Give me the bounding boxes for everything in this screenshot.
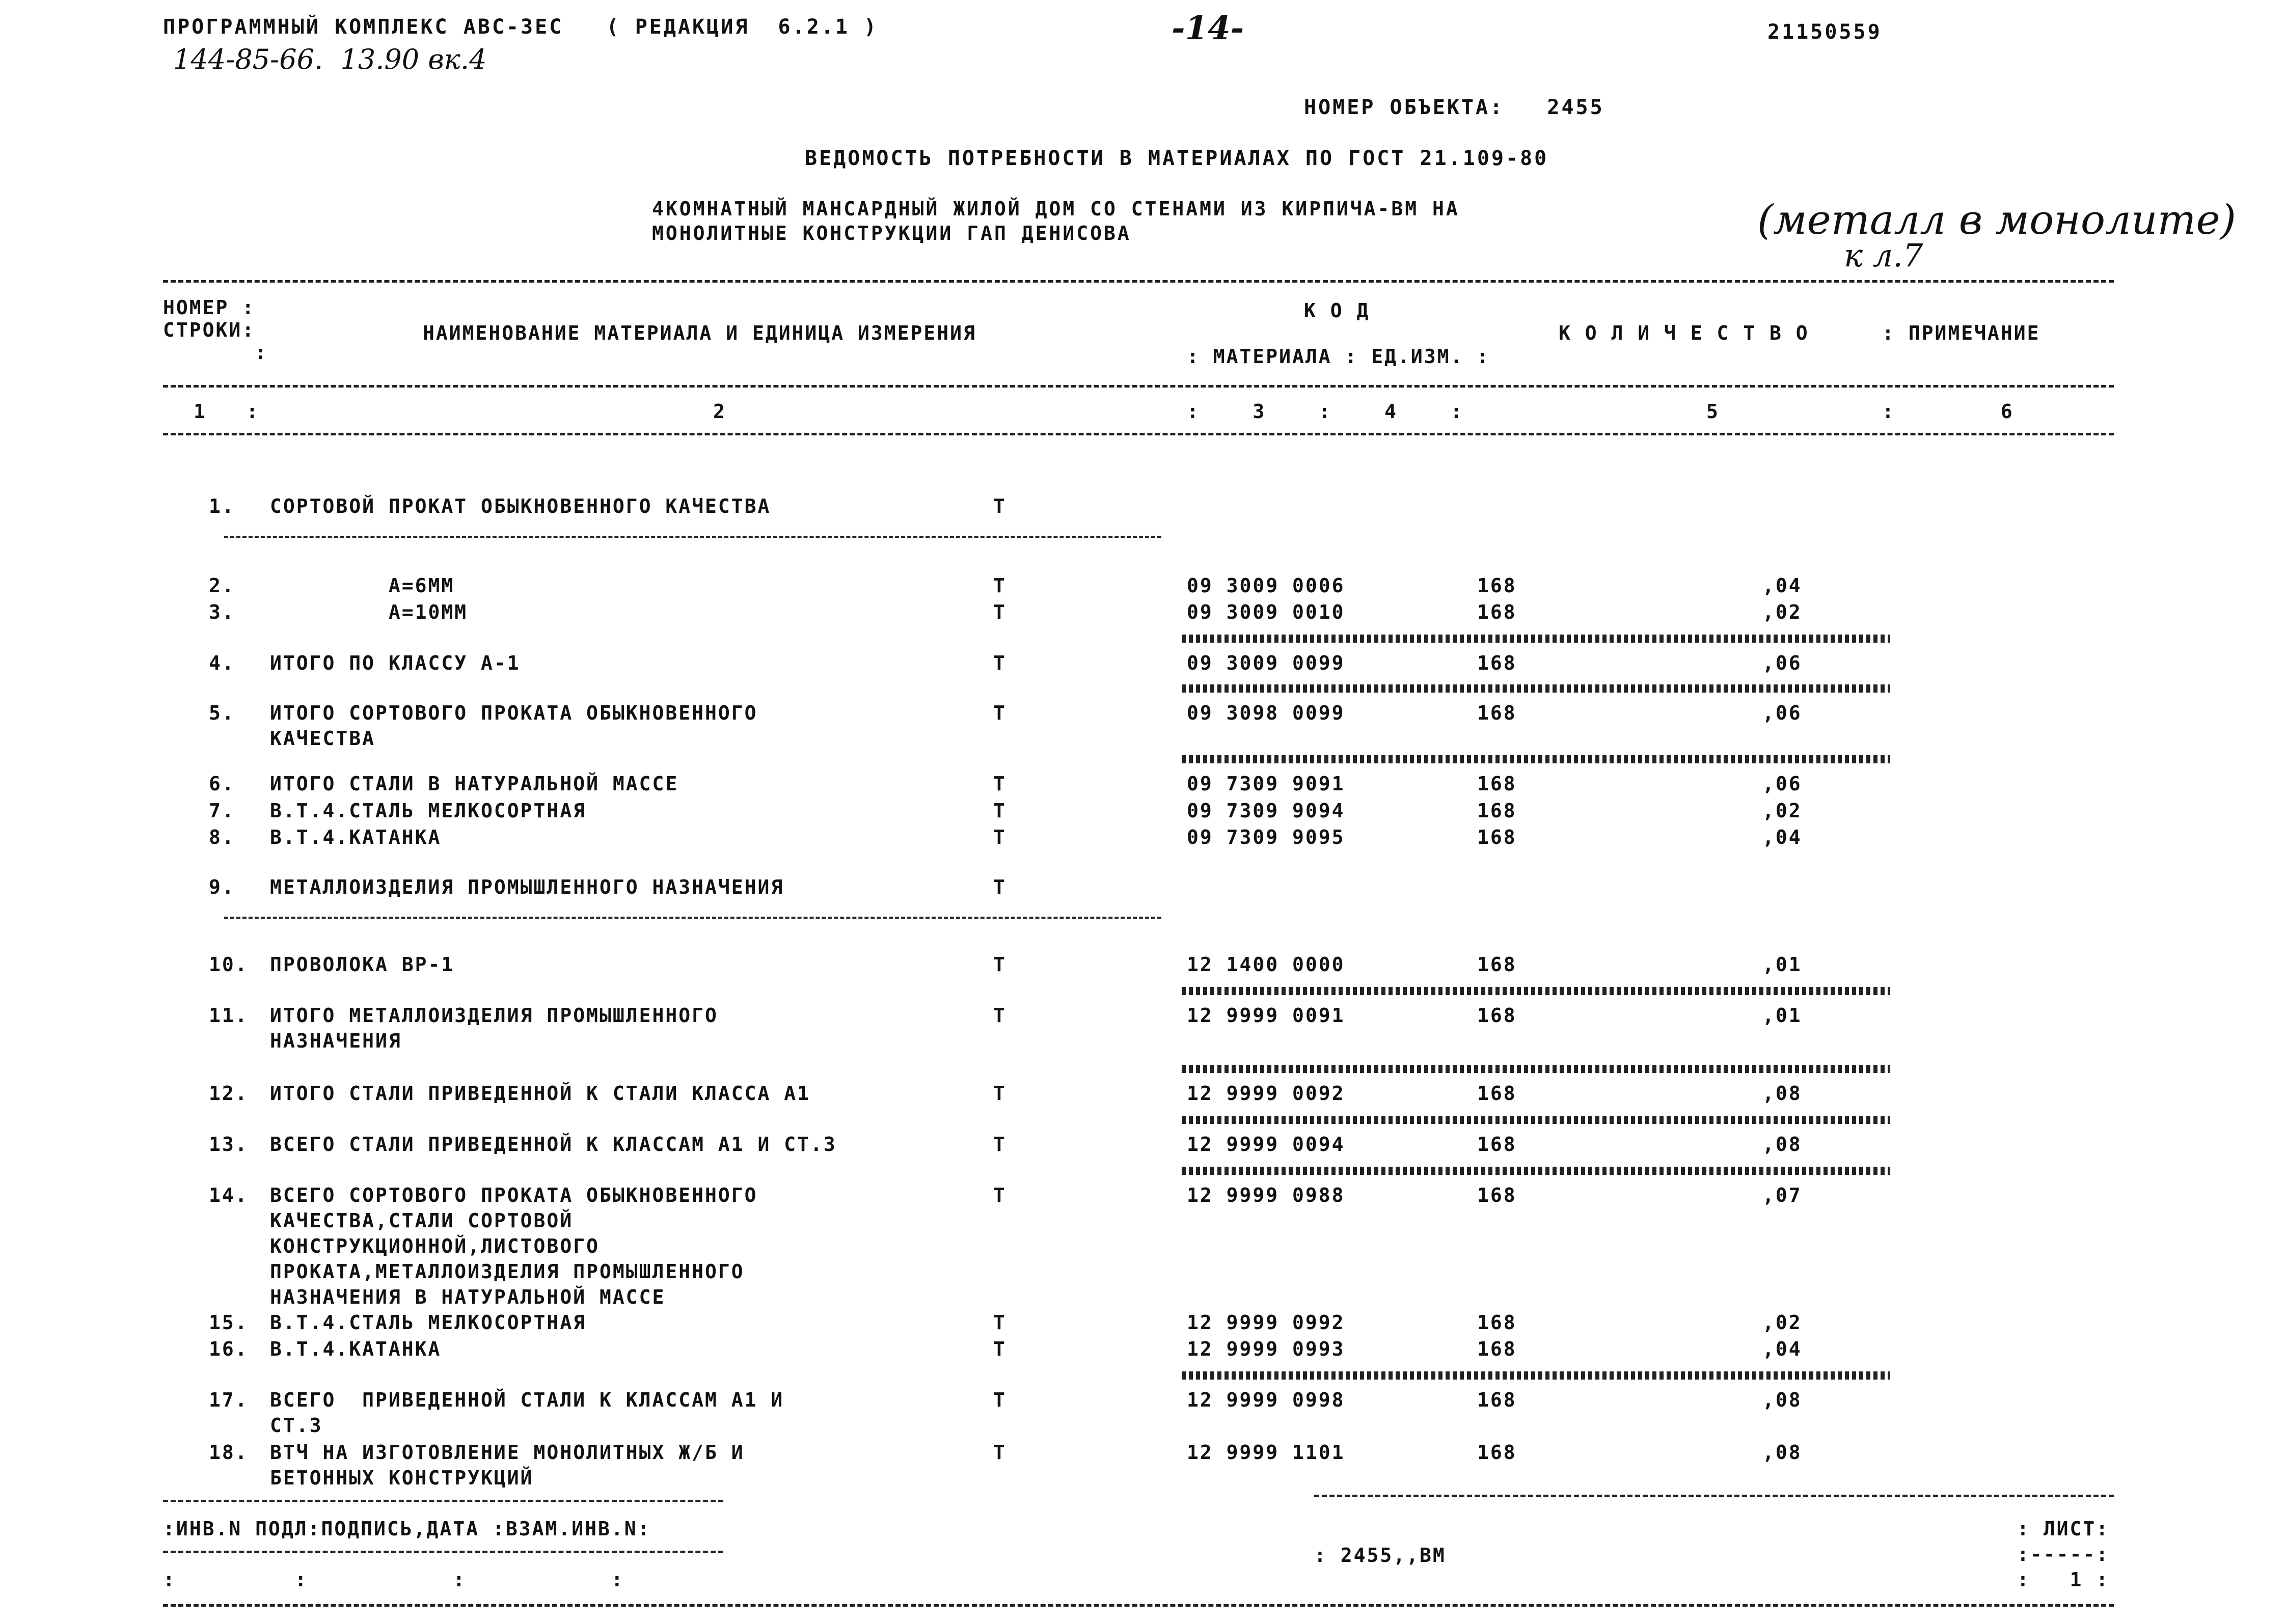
col-number-header-1: НОМЕР : [163, 296, 256, 319]
document-title: ВЕДОМОСТЬ ПОТРЕБНОСТИ В МАТЕРИАЛАХ ПО ГОСТ 21.109-80 [805, 147, 1549, 170]
row-number: 17. [209, 1389, 249, 1411]
unit-of-measure: Т [993, 702, 1006, 724]
col-code-header: К О Д [1304, 299, 1370, 322]
material-name-line: ПРОВОЛОКА ВР-1 [270, 953, 455, 976]
material-code: 12 9999 0993 [1187, 1338, 1345, 1360]
unit-of-measure: Т [993, 953, 1006, 976]
unit-code: 168 [1477, 702, 1517, 724]
material-code: 09 3009 0099 [1187, 652, 1345, 674]
total-separator [1182, 635, 1890, 643]
section-underline [224, 536, 1161, 538]
unit-code: 168 [1477, 574, 1517, 597]
handwritten-reference: 144-85-66. 13.90 вк.4 [173, 43, 487, 75]
material-name-line: БЕТОННЫХ КОНСТРУКЦИЙ [270, 1467, 534, 1489]
unit-code: 168 [1477, 773, 1517, 795]
quantity-value: ,02 [1762, 601, 1802, 623]
sheet-separator: :-----: [2017, 1543, 2110, 1565]
unit-code: 168 [1477, 1441, 1517, 1464]
quantity-value: ,08 [1762, 1389, 1802, 1411]
material-code: 12 9999 0988 [1187, 1184, 1345, 1206]
material-code: 12 9999 0091 [1187, 1004, 1345, 1027]
material-name-line: КАЧЕСТВА [270, 727, 376, 750]
stamp-mid-rule [163, 1551, 723, 1553]
unit-code: 168 [1477, 953, 1517, 976]
sheet-label: : ЛИСТ: [2017, 1518, 2110, 1540]
unit-of-measure: Т [993, 1338, 1006, 1360]
stamp-top-rule [163, 1500, 723, 1502]
col-name-header: НАИМЕНОВАНИЕ МАТЕРИАЛА И ЕДИНИЦА ИЗМЕРЕНИЯ [423, 322, 976, 344]
unit-of-measure: Т [993, 876, 1006, 898]
table-top-rule [163, 280, 2114, 283]
material-code: 09 7309 9091 [1187, 773, 1345, 795]
total-separator [1182, 1167, 1890, 1175]
handwritten-note-2: к л.7 [1844, 237, 1923, 274]
material-code: 12 9999 0094 [1187, 1133, 1345, 1155]
unit-code: 168 [1477, 826, 1517, 848]
row-number: 5. [209, 702, 235, 724]
col-number-header-2: СТРОКИ: [163, 319, 256, 341]
total-separator [1182, 1371, 1890, 1380]
col-quantity-header: К О Л И Ч Е С Т В О [1559, 322, 1809, 344]
quantity-value: ,02 [1762, 1311, 1802, 1334]
row-number: 12. [209, 1082, 249, 1105]
unit-of-measure: Т [993, 1441, 1006, 1464]
handwritten-note: (металл в монолите) [1757, 196, 2236, 243]
quantity-value: ,01 [1762, 953, 1802, 976]
material-name-line: ПРОКАТА,МЕТАЛЛОИЗДЕЛИЯ ПРОМЫШЛЕННОГО [270, 1260, 745, 1283]
quantity-value: ,01 [1762, 1004, 1802, 1027]
document-subtitle-1: 4КОМНАТНЫЙ МАНСАРДНЫЙ ЖИЛОЙ ДОМ СО СТЕНАМИ ИЗ КИРПИЧА-ВМ НА [652, 198, 1460, 220]
col-index-2: 2 [713, 400, 726, 423]
stamp-cells: : : : : [163, 1568, 624, 1591]
material-code: 09 3009 0010 [1187, 601, 1345, 623]
col-index-3-4: : 3 : 4 : [1187, 400, 1464, 423]
quantity-value: ,04 [1762, 1338, 1802, 1360]
unit-code: 168 [1477, 1311, 1517, 1334]
col-note-header: : ПРИМЕЧАНИЕ [1882, 322, 2040, 344]
row-number: 9. [209, 876, 235, 898]
quantity-value: ,08 [1762, 1082, 1802, 1105]
col-index-5: 5 [1706, 400, 1720, 423]
material-name-line: ИТОГО ПО КЛАССУ А-1 [270, 652, 521, 674]
unit-code: 168 [1477, 1082, 1517, 1105]
row-number: 8. [209, 826, 235, 848]
unit-of-measure: Т [993, 1184, 1006, 1206]
row-number: 2. [209, 574, 235, 597]
material-name-line: ВТЧ НА ИЗГОТОВЛЕНИЕ МОНОЛИТНЫХ Ж/Б И [270, 1441, 745, 1464]
unit-of-measure: Т [993, 574, 1006, 597]
total-separator [1182, 987, 1890, 995]
unit-code: 168 [1477, 1133, 1517, 1155]
material-code: 12 9999 0992 [1187, 1311, 1345, 1334]
unit-code: 168 [1477, 1338, 1517, 1360]
col-index-1: 1 : [194, 400, 260, 423]
material-name-line: А=10ММ [270, 601, 468, 623]
row-number: 14. [209, 1184, 249, 1206]
row-number: 13. [209, 1133, 249, 1155]
total-separator [1182, 755, 1890, 763]
total-separator [1182, 1116, 1890, 1124]
material-code: 09 7309 9095 [1187, 826, 1345, 848]
row-number: 6. [209, 773, 235, 795]
material-code: 09 7309 9094 [1187, 800, 1345, 822]
quantity-value: ,02 [1762, 800, 1802, 822]
quantity-value: ,04 [1762, 826, 1802, 848]
material-name-line: ИТОГО СОРТОВОГО ПРОКАТА ОБЫКНОВЕННОГО [270, 702, 758, 724]
row-number: 16. [209, 1338, 249, 1360]
unit-of-measure: Т [993, 601, 1006, 623]
sheet-number: : 1 : [2017, 1568, 2110, 1591]
material-name-line: А=6ММ [270, 574, 455, 597]
material-code: 09 3009 0006 [1187, 574, 1345, 597]
unit-code: 168 [1477, 1004, 1517, 1027]
material-name-line: ИТОГО СТАЛИ ПРИВЕДЕННОЙ К СТАЛИ КЛАССА А1 [270, 1082, 810, 1105]
material-name-line: НАЗНАЧЕНИЯ В НАТУРАЛЬНОЙ МАССЕ [270, 1286, 666, 1308]
quantity-value: ,06 [1762, 773, 1802, 795]
material-name-line: СОРТОВОЙ ПРОКАТ ОБЫКНОВЕННОГО КАЧЕСТВА [270, 495, 771, 517]
material-name-line: В.Т.4.СТАЛЬ МЕЛКОСОРТНАЯ [270, 1311, 587, 1334]
stamp-header: :ИНВ.N ПОДЛ:ПОДПИСЬ,ДАТА :ВЗАМ.ИНВ.N: [163, 1518, 651, 1540]
material-name-line: ВСЕГО СОРТОВОГО ПРОКАТА ОБЫКНОВЕННОГО [270, 1184, 758, 1206]
material-name-line: СТ.3 [270, 1414, 323, 1437]
program-title: ПРОГРАММНЫЙ КОМПЛЕКС АВС-3ЕС ( РЕДАКЦИЯ 6.2.1 ) [163, 15, 879, 39]
unit-of-measure: Т [993, 495, 1006, 517]
material-name-line: КАЧЕСТВА,СТАЛИ СОРТОВОЙ [270, 1209, 574, 1232]
table-index-rule [163, 433, 2114, 435]
col-index-6: : 6 [1882, 400, 2014, 423]
unit-code: 168 [1477, 652, 1517, 674]
unit-of-measure: Т [993, 1311, 1006, 1334]
quantity-value: ,08 [1762, 1441, 1802, 1464]
total-separator [1182, 1065, 1890, 1073]
unit-code: 168 [1477, 601, 1517, 623]
quantity-value: ,06 [1762, 702, 1802, 724]
material-name-line: НАЗНАЧЕНИЯ [270, 1030, 402, 1052]
table-header-rule [163, 385, 2114, 388]
unit-of-measure: Т [993, 800, 1006, 822]
material-code: 12 1400 0000 [1187, 953, 1345, 976]
material-name-line: МЕТАЛЛОИЗДЕЛИЯ ПРОМЫШЛЕННОГО НАЗНАЧЕНИЯ [270, 876, 784, 898]
row-number: 18. [209, 1441, 249, 1464]
material-name-line: ИТОГО СТАЛИ В НАТУРАЛЬНОЙ МАССЕ [270, 773, 679, 795]
row-number: 7. [209, 800, 235, 822]
material-name-line: ИТОГО МЕТАЛЛОИЗДЕЛИЯ ПРОМЫШЛЕННОГО [270, 1004, 718, 1027]
row-number: 4. [209, 652, 235, 674]
quantity-value: ,08 [1762, 1133, 1802, 1155]
material-name-line: В.Т.4.СТАЛЬ МЕЛКОСОРТНАЯ [270, 800, 587, 822]
material-code: 12 9999 0998 [1187, 1389, 1345, 1411]
unit-code: 168 [1477, 1184, 1517, 1206]
unit-code: 168 [1477, 1389, 1517, 1411]
object-number: НОМЕР ОБЪЕКТА: 2455 [1304, 96, 1604, 119]
total-separator [1182, 684, 1890, 693]
col-code-subheader: : МАТЕРИАЛА : ЕД.ИЗМ. : [1187, 345, 1490, 368]
unit-of-measure: Т [993, 652, 1006, 674]
row-number: 11. [209, 1004, 249, 1027]
row-number: 10. [209, 953, 249, 976]
unit-of-measure: Т [993, 773, 1006, 795]
page-bottom-rule [163, 1604, 2114, 1607]
document-code: 21150559 [1767, 20, 1882, 44]
quantity-value: ,07 [1762, 1184, 1802, 1206]
material-code: 12 9999 1101 [1187, 1441, 1345, 1464]
material-name-line: КОНСТРУКЦИОННОЙ,ЛИСТОВОГО [270, 1235, 600, 1257]
material-code: 12 9999 0092 [1187, 1082, 1345, 1105]
unit-of-measure: Т [993, 1133, 1006, 1155]
document-subtitle-2: МОНОЛИТНЫЕ КОНСТРУКЦИИ ГАП ДЕНИСОВА [652, 222, 1131, 244]
col-number-header-3: : [255, 341, 268, 364]
unit-of-measure: Т [993, 826, 1006, 848]
material-name-line: ВСЕГО СТАЛИ ПРИВЕДЕННОЙ К КЛАССАМ А1 И СТ.3 [270, 1133, 837, 1155]
designation: : 2455,,ВМ [1314, 1544, 1446, 1566]
material-name-line: В.Т.4.КАТАНКА [270, 826, 442, 848]
material-name-line: В.Т.4.КАТАНКА [270, 1338, 442, 1360]
row-number: 3. [209, 601, 235, 623]
unit-of-measure: Т [993, 1389, 1006, 1411]
material-code: 09 3098 0099 [1187, 702, 1345, 724]
quantity-value: ,06 [1762, 652, 1802, 674]
material-name-line: ВСЕГО ПРИВЕДЕННОЙ СТАЛИ К КЛАССАМ А1 И [270, 1389, 784, 1411]
unit-code: 168 [1477, 800, 1517, 822]
page-number: -14- [1172, 9, 1244, 47]
row-number: 15. [209, 1311, 249, 1334]
unit-of-measure: Т [993, 1082, 1006, 1105]
quantity-value: ,04 [1762, 574, 1802, 597]
unit-of-measure: Т [993, 1004, 1006, 1027]
row-number: 1. [209, 495, 235, 517]
section-underline [224, 917, 1161, 919]
designation-top-rule [1314, 1495, 2114, 1497]
